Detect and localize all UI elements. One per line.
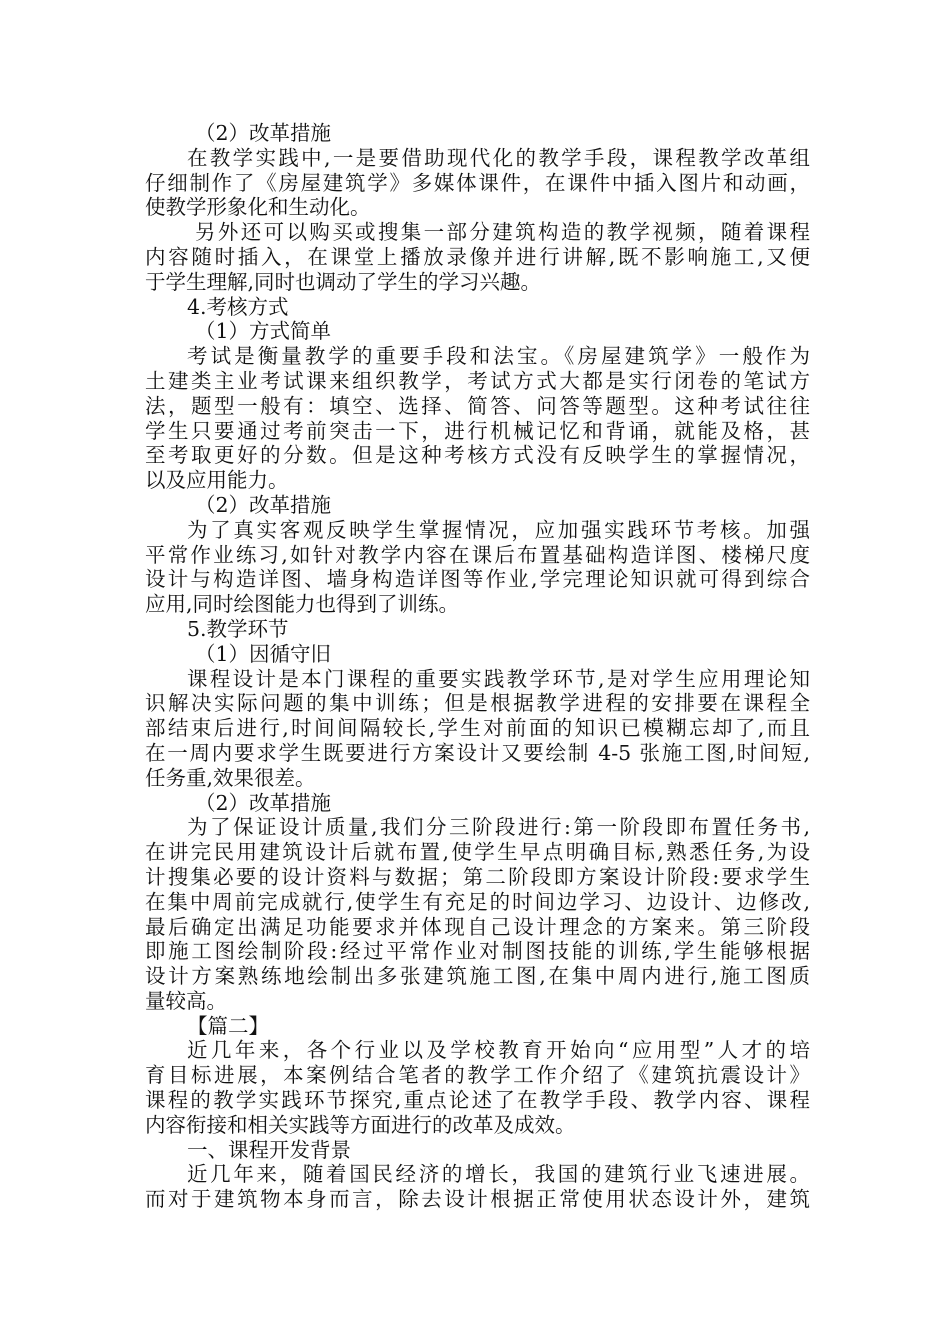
- text-line: 土建类主业考试课来组织教学，考试方式大都是实行闭卷的笔试方: [145, 368, 810, 393]
- text-line: 内容衔接和相关实践等方面进行的改革及成效。: [145, 1112, 576, 1137]
- text-line: （2）改革措施: [195, 492, 332, 517]
- text-line: 最后确定出满足功能要求并体现自己设计理念的方案来。第三阶段: [145, 914, 810, 939]
- text-line: 近几年来，各个行业以及学校教育开始向“应用型”人才的培: [187, 1038, 810, 1063]
- text-line: 学生只要通过考前突击一下，进行机械记忆和背诵，就能及格，甚: [145, 418, 810, 443]
- text-line: 在讲完民用建筑设计后就布置,使学生早点明确目标,熟悉任务,为设: [145, 840, 810, 865]
- text-line: 识解决实际问题的集中训练；但是根据教学进程的安排要在课程全: [145, 691, 810, 716]
- text-line: 为了保证设计质量,我们分三阶段进行:第一阶段即布置任务书,: [187, 815, 810, 840]
- text-line: 5.教学环节: [187, 616, 289, 641]
- text-line: 设计方案熟练地绘制出多张建筑施工图,在集中周内进行,施工图质: [145, 964, 810, 989]
- text-line: 而对于建筑物本身而言，除去设计根据正常使用状态设计外，建筑: [145, 1187, 810, 1212]
- text-line: 计搜集必要的设计资料与数据；第二阶段即方案设计阶段:要求学生: [145, 864, 810, 889]
- text-line: 量较高。: [145, 988, 227, 1013]
- text-line: 至考取更好的分数。但是这种考核方式没有反映学生的掌握情况，: [145, 443, 810, 468]
- text-line: 在一周内要求学生既要进行方案设计又要绘制 4-5 张施工图,时间短,: [145, 740, 810, 765]
- text-line: 平常作业练习,如针对教学内容在课后布置基础构造详图、楼梯尺度: [145, 542, 810, 567]
- text-line: 4.考核方式: [187, 294, 289, 319]
- text-line: （2）改革措施: [195, 790, 332, 815]
- text-line: 考试是衡量教学的重要手段和法宝。《房屋建筑学》一般作为: [187, 344, 810, 369]
- text-line: 任务重,效果很差。: [145, 765, 316, 790]
- document-page: [145, 121, 810, 1212]
- text-line: 部结束后进行,时间间隔较长,学生对前面的知识已模糊忘却了,而且: [145, 716, 810, 741]
- text-line: 仔细制作了《房屋建筑学》多媒体课件，在课件中插入图片和动画，: [145, 170, 810, 195]
- text-line: 为了真实客观反映学生掌握情况，应加强实践环节考核。加强: [187, 517, 810, 542]
- text-line: （2）改革措施: [195, 121, 332, 145]
- text-line: 在教学实践中,一是要借助现代化的教学手段，课程教学改革组: [187, 145, 810, 170]
- text-line: 内容随时插入，在课堂上播放录像并进行讲解,既不影响施工,又便: [145, 244, 810, 269]
- text-line: 在集中周前完成就行,使学生有充足的时间边学习、边设计、边修改,: [145, 889, 810, 914]
- text-line: 法，题型一般有：填空、选择、简答、问答等题型。这种考试往往: [145, 393, 810, 418]
- text-line: 【篇二】: [187, 1013, 269, 1038]
- text-line: 一、课程开发背景: [187, 1137, 351, 1162]
- text-line: 应用,同时绘图能力也得到了训练。: [145, 592, 460, 617]
- text-line: 另外还可以购买或搜集一部分建筑构造的教学视频，随着课程: [195, 220, 810, 245]
- text-line: （1）方式简单: [195, 319, 332, 344]
- text-line: 于学生理解,同时也调动了学生的学习兴趣。: [145, 269, 542, 294]
- text-line: 使教学形象化和生动化。: [145, 195, 371, 220]
- text-line: 课程的教学实践环节探究,重点论述了在教学手段、教学内容、课程: [145, 1088, 810, 1113]
- text-line: （1）因循守旧: [195, 641, 332, 666]
- text-line: 即施工图绘制阶段:经过平常作业对制图技能的训练,学生能够根据: [145, 939, 810, 964]
- text-line: 课程设计是本门课程的重要实践教学环节,是对学生应用理论知: [187, 666, 810, 691]
- text-line: 设计与构造详图、墙身构造详图等作业,学完理论知识就可得到综合: [145, 567, 810, 592]
- text-line: 以及应用能力。: [145, 468, 289, 493]
- text-line: 近几年来，随着国民经济的增长，我国的建筑行业飞速进展。: [187, 1162, 810, 1187]
- text-line: 育目标进展，本案例结合笔者的教学工作介绍了《建筑抗震设计》: [145, 1063, 810, 1088]
